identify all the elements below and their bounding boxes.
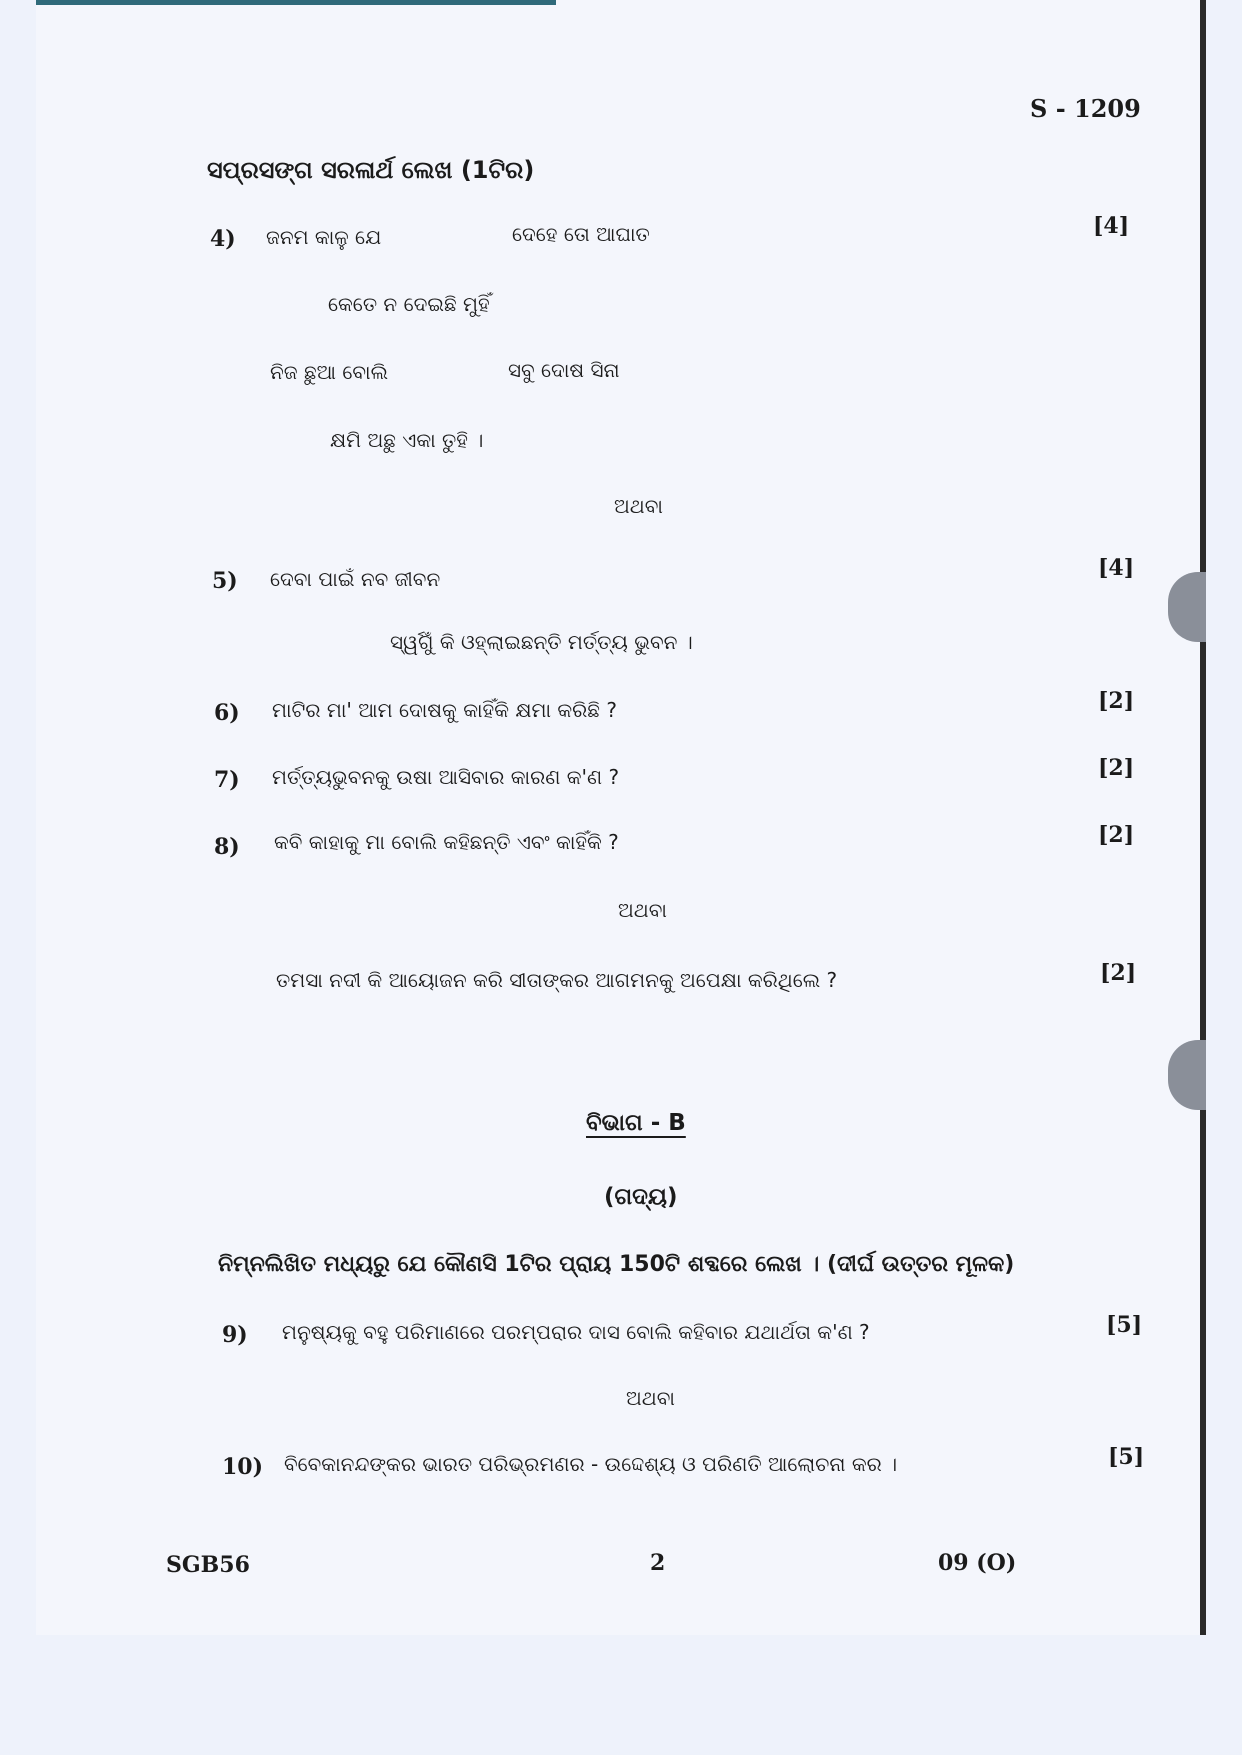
marks: [2] [1098,688,1135,714]
question-number: 8) [214,834,240,860]
scan-top-strip [36,0,556,5]
poem-line: କ୍ଷମି ଅଛୁ ଏକା ତୁହି । [330,428,484,452]
question-text: ମର୍ତ୍ତ୍ୟଭୁବନକୁ ଉଷା ଆସିବାର କାରଣ କ'ଣ ? [272,765,620,789]
question-number: 5) [212,568,238,594]
footer-paper: 09 (O) [938,1550,1017,1576]
marks: [4] [1098,555,1135,581]
instruction: ନିମ୍ନଲିଖିତ ମଧ୍ୟରୁ ଯେ କୌଣସି 1ଟିର ପ୍ରାୟ 150ଟି ଶବ୍ଦରେ ଲେଖ । (ଦୀର୍ଘ ଉତ୍ତର ମୂଳକ) [218,1252,1015,1277]
footer-code: SGB56 [166,1552,250,1578]
page-number: 2 [650,1550,666,1576]
question-number: 10) [222,1454,264,1480]
marks: [2] [1100,960,1137,986]
question-number: 4) [210,226,236,252]
marks: [5] [1108,1444,1145,1470]
question-number: 9) [222,1322,248,1348]
section-b-subtitle: (ଗଦ୍ୟ) [604,1184,678,1210]
section-b-title: ବିଭାଗ - B [586,1110,686,1136]
poem-line: ସବୁ ଦୋଷ ସିନା [508,358,620,382]
marks: [5] [1106,1312,1143,1338]
question-text: ମାଟିର ମା' ଆମ ଦୋଷକୁ କାହିଁକି କ୍ଷମା କରିଛି ? [272,698,617,722]
marks: [4] [1093,213,1130,239]
poem-line: ନିଜ ଛୁଆ ବୋଲି [270,360,388,384]
or-label: ଅଥବା [614,494,663,518]
question-text: କବି କାହାକୁ ମା ବୋଲି କହିଛନ୍ତି ଏବଂ କାହିଁକି ? [274,830,619,854]
poem-line: ଜନମ କାଳୁ ଯେ [266,225,382,249]
poem-line: ସ୍ୱର୍ଗୁଁ କି ଓହ୍ଲାଇଛନ୍ତି ମର୍ତ୍ତ୍ୟ ଭୁବନ । [390,630,693,654]
marks: [2] [1098,822,1135,848]
or-label: ଅଥବା [626,1386,675,1410]
question-text: ମନୁଷ୍ୟକୁ ବହୁ ପରିମାଣରେ ପରମ୍ପରାର ଦାସ ବୋଲି କହିବାର ଯଥାର୍ଥତା କ'ଣ ? [282,1320,870,1344]
poem-line: ଦେବା ପାଇଁ ନବ ଜୀବନ [270,567,441,591]
question-text: ତମସା ନଦୀ କି ଆୟୋଜନ କରି ସୀତାଙ୍କର ଆଗମନକୁ ଅପେକ୍ଷା କରିଥିଲେ ? [276,968,838,992]
page-edge [1200,0,1206,1635]
question-number: 6) [214,700,240,726]
paper-code: S - 1209 [1030,94,1141,123]
poem-line: କେତେ ନ ଦେଇଛି ମୁହିଁ [328,292,490,316]
question-number: 7) [214,767,240,793]
or-label: ଅଥବା [618,898,667,922]
question-text: ବିବେକାନନ୍ଦଙ୍କର ଭାରତ ପରିଭ୍ରମଣର - ଉଦ୍ଦେଶ୍ୟ ଓ ପରିଣତି ଆଲୋଚନା କର । [284,1452,898,1476]
poem-line: ଦେହେ ତୋ ଆଘାତ [512,222,650,246]
marks: [2] [1098,755,1135,781]
section-heading: ସପ୍ରସଙ୍ଗ ସରଳାର୍ଥ ଲେଖ (1ଟିର) [207,156,535,184]
